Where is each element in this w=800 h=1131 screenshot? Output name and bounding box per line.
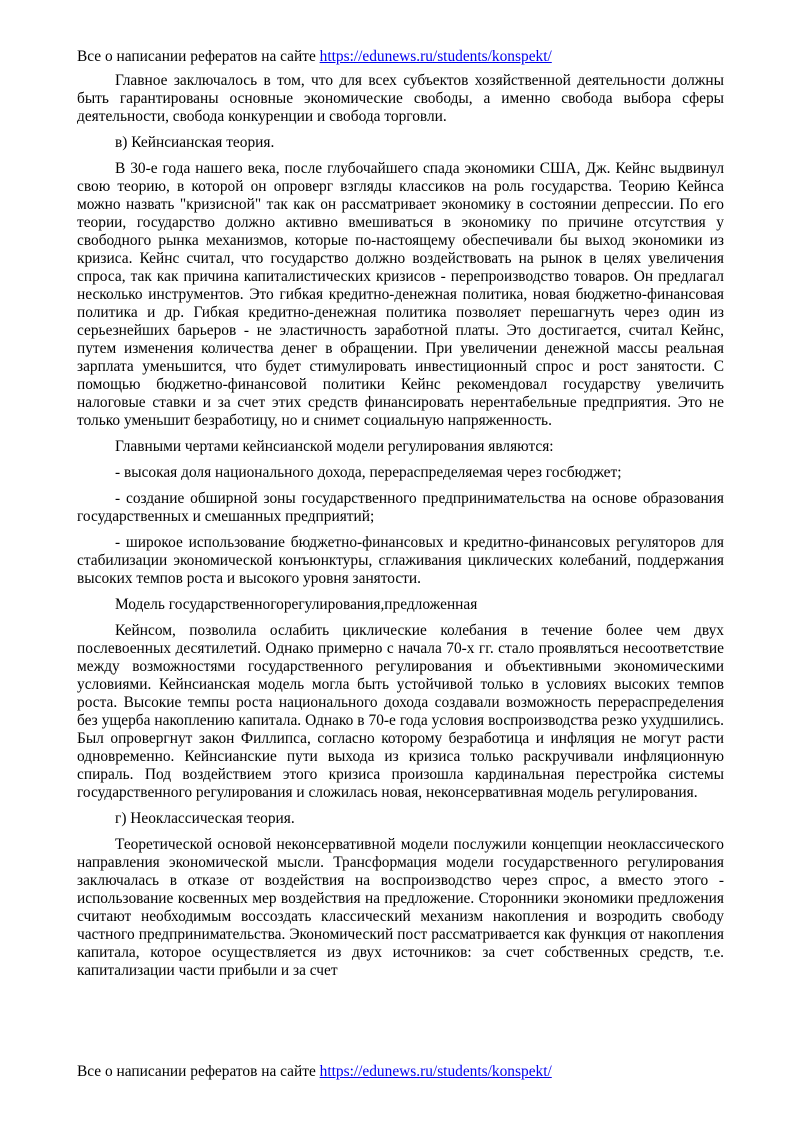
paragraph-model-lead: Модель государственногорегулирования,предложенная: [115, 596, 478, 613]
paragraph-intro: Главное заключалось в том, что для всех субъектов хозяйственной деятельности должны быть гарантированы основные экономические свободы, а именно свобода выбора сферы деятельности, свобода конкуренции и свобода торговли.: [77, 72, 724, 125]
paragraph-neoclassical: Теоретической основой неконсервативной модели послужили концепции неоклассического направления экономической мысли. Трансформация модели государственного регулирования заключалась в отказе от воздействия на воспроизводство через спрос, а вместо этого - использование косвенных мер воздействия на предложение. Сторонники экономики предложения считают необходимым воссоздать классический механизм накопления и возродить свободу частного предпринимательства. Экономический пост рассматривается как функция от накопления капитала, которое осуществляется из двух источников: за счет собственных средств, т.е. капитализации части прибыли и за счет: [77, 836, 724, 979]
footer-link[interactable]: https://edunews.ru/students/konspekt/: [319, 1063, 552, 1080]
page-header: [77, 48, 552, 66]
section-heading-keynesian: в) Кейнсианская теория.: [115, 134, 275, 151]
list-item-regulators: - широкое использование бюджетно-финансовых и кредитно-финансовых регуляторов для стабилизации экономической конъюнктуры, сглаживания циклических колебаний, поддержания высоких темпов роста и высокого уровня занятости.: [77, 534, 724, 587]
header-text: Все о написании рефератов на сайте: [77, 48, 320, 65]
paragraph-main-features: Главными чертами кейнсианской модели регулирования являются:: [115, 438, 554, 455]
list-item-state-enterprise: - создание обширной зоны государственного предпринимательства на основе образования государственных и смешанных предприятий;: [77, 490, 724, 525]
footer-text: Все о написании рефератов на сайте: [77, 1063, 320, 1080]
document-body: [77, 72, 724, 988]
list-item-national-income: - высокая доля национального дохода, перераспределяемая через госбюджет;: [115, 464, 622, 481]
section-heading-neoclassical: г) Неоклассическая теория.: [115, 810, 295, 827]
paragraph-keynes-theory: В 30-е года нашего века, после глубочайшего спада экономики США, Дж. Кейнс выдвинул свою теорию, в которой он опроверг взгляды классиков на роль государства. Теорию Кейнса можно назвать "кризисной" так как он рассматривает экономику в состоянии депрессии. По его теории, государство должно активно вмешиваться в экономику по причине отсутствия у свободного рынка механизмов, которые по-настоящему обеспечивали бы выход экономики из кризиса. Кейнс считал, что государство должно воздействовать на рынок в целях увеличения спроса, так как причина капиталистических кризисов - перепроизводство товаров. Он предлагал несколько инструментов. Это гибкая кредитно-денежная политика, новая бюджетно-финансовая политика и др. Гибкая кредитно-денежная политика позволяет перешагнуть через один из серьезнейших барьеров - не эластичность заработной платы. Это достигается, считал Кейнс, путем изменения количества денег в обращении. При увеличении денежной массы реальная зарплата уменьшится, что будет стимулировать инвестиционный спрос и рост занятости. С помощью бюджетно-финансовой политики Кейнс рекомендовал государству увеличить налоговые ставки и за счет этих средств финансировать нерентабельные предприятия. Это не только уменьшит безработицу, но и снимет социальную напряженность.: [77, 160, 724, 429]
page-footer: [77, 1063, 552, 1081]
header-link[interactable]: https://edunews.ru/students/konspekt/: [319, 48, 552, 65]
paragraph-model-effects: Кейнсом, позволила ослабить циклические колебания в течение более чем двух послевоенных десятилетий. Однако примерно с начала 70-х гг. стало проявляться несоответствие между возможностями государственного регулирования и объективными экономическими условиями. Кейнсианская модель могла быть устойчивой только в условиях высоких темпов роста. Высокие темпы роста национального дохода создавали возможность перераспределения без ущерба накоплению капитала. Однако в 70-е года условия воспроизводства резко ухудшились. Был опровергнут закон Филлипса, согласно которому безработица и инфляция не могут расти одновременно. Кейнсианские пути выхода из кризиса только раскручивали инфляционную спираль. Под воздействием этого кризиса произошла кардинальная перестройка системы государственного регулирования и сложилась новая, неконсервативная модель регулирования.: [77, 622, 724, 801]
